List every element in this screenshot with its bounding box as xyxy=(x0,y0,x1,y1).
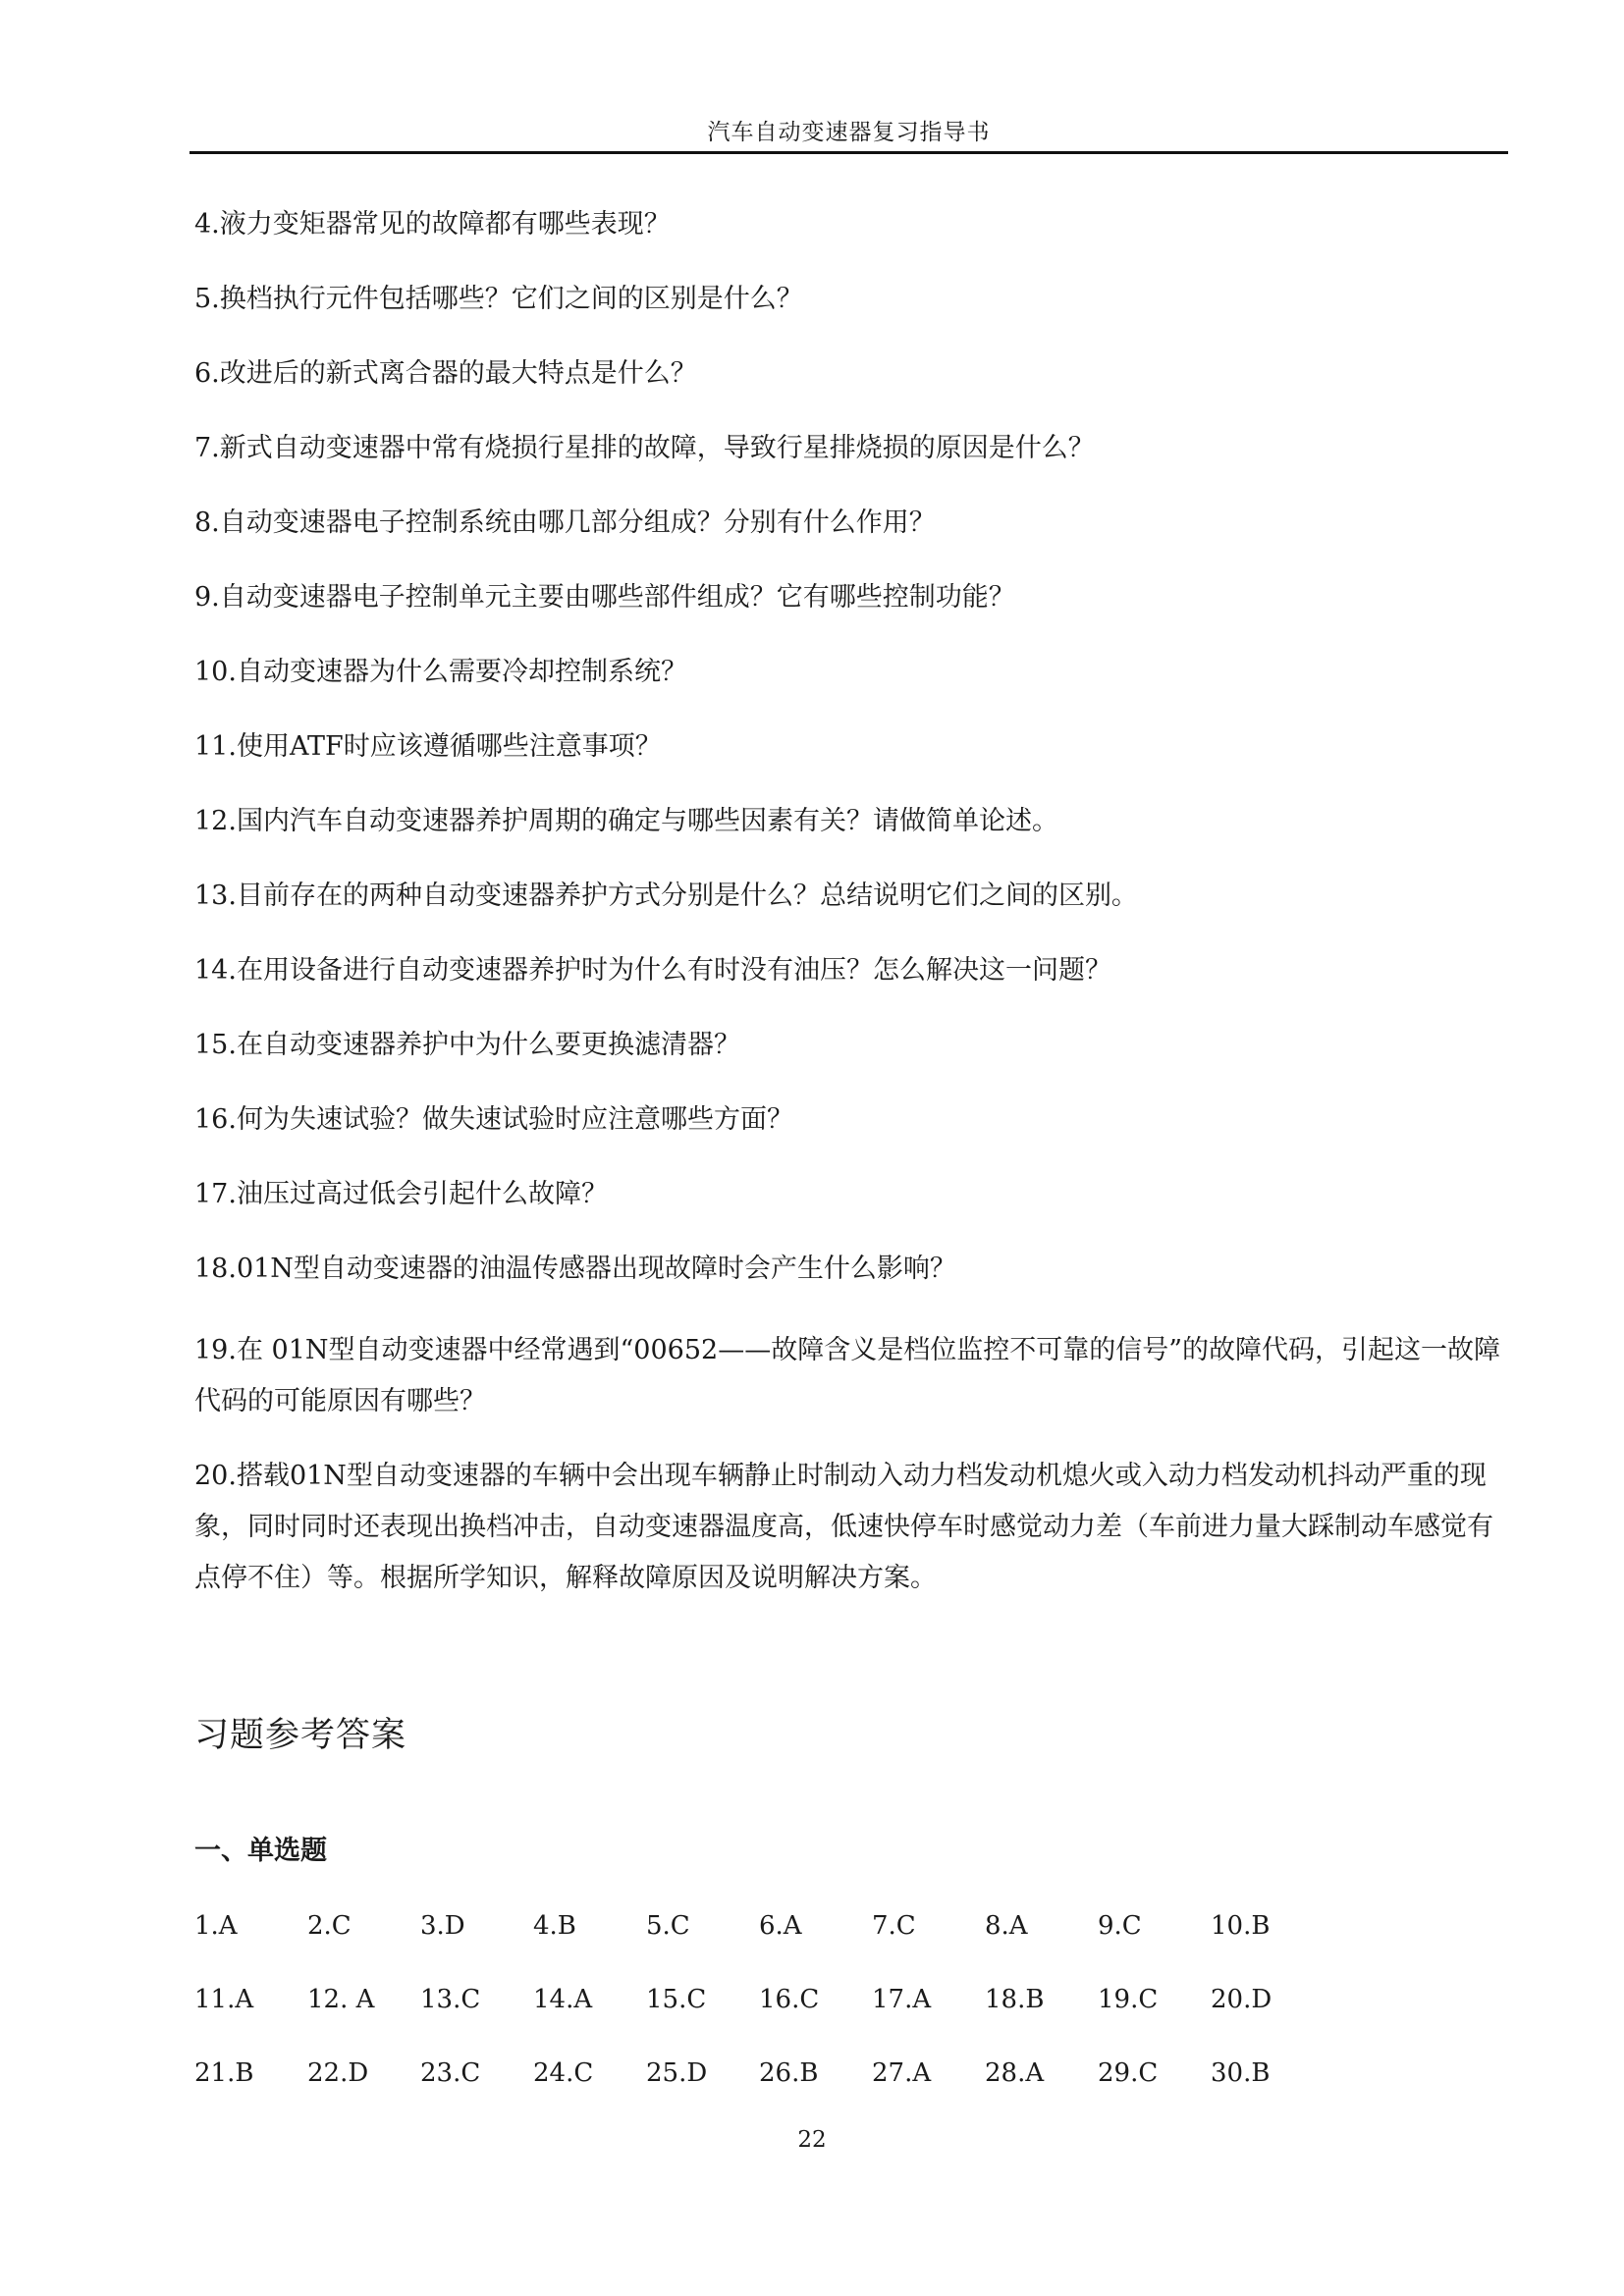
question-list xyxy=(194,206,1508,1628)
question-item: 8.自动变速器电子控制系统由哪几部分组成？分别有什么作用？ xyxy=(194,507,936,538)
question-item: 17.油压过高过低会引起什么故障？ xyxy=(194,1179,608,1209)
question-item: 6.改进后的新式离合器的最大特点是什么？ xyxy=(194,358,697,389)
answer-cell: 21.B xyxy=(194,2058,254,2088)
answer-cell: 12. A xyxy=(307,1985,375,2014)
answer-cell: 25.D xyxy=(646,2058,708,2088)
page-header-title: 汽车自动变速器复习指导书 xyxy=(707,120,991,145)
question-item: 15.在自动变速器养护中为什么要更换滤清器？ xyxy=(194,1030,740,1060)
answer-row xyxy=(194,1906,1373,1946)
answer-cell: 30.B xyxy=(1211,2058,1271,2088)
answer-cell: 2.C xyxy=(307,1911,352,1941)
question-item: 19.在 01N型自动变速器中经常遇到“00652——故障含义是档位监控不可靠的信号”的故障代码，引起这一故障代码的可能原因有哪些？ xyxy=(194,1335,1500,1416)
answer-cell: 10.B xyxy=(1211,1911,1271,1941)
answer-cell: 19.C xyxy=(1098,1985,1159,2014)
answer-cell: 26.B xyxy=(759,2058,819,2088)
question-item: 12.国内汽车自动变速器养护周期的确定与哪些因素有关？请做简单论述。 xyxy=(194,806,1058,836)
question-item: 7.新式自动变速器中常有烧损行星排的故障，导致行星排烧损的原因是什么？ xyxy=(194,433,1095,463)
answer-row xyxy=(194,1980,1373,2019)
answer-cell: 17.A xyxy=(872,1985,932,2014)
answer-cell: 8.A xyxy=(985,1911,1028,1941)
question-item: 11.使用ATF时应该遵循哪些注意事项？ xyxy=(194,731,662,762)
answer-cell: 9.C xyxy=(1098,1911,1142,1941)
answer-cell: 3.D xyxy=(420,1911,465,1941)
question-item: 13.目前存在的两种自动变速器养护方式分别是什么？总结说明它们之间的区别。 xyxy=(194,881,1138,911)
answer-cell: 16.C xyxy=(759,1985,820,2014)
answer-cell: 20.D xyxy=(1211,1985,1272,2014)
question-item: 5.换档执行元件包括哪些？它们之间的区别是什么？ xyxy=(194,284,803,314)
answer-cell: 18.B xyxy=(985,1985,1045,2014)
answer-cell: 7.C xyxy=(872,1911,916,1941)
question-item: 16.何为失速试验？做失速试验时应注意哪些方面？ xyxy=(194,1104,793,1135)
answer-cell: 24.C xyxy=(533,2058,594,2088)
page-number: 22 xyxy=(797,2127,827,2153)
answer-cell: 5.C xyxy=(646,1911,690,1941)
answer-cell: 22.D xyxy=(307,2058,369,2088)
answers-section-title: 习题参考答案 xyxy=(194,1716,407,1755)
answer-cell: 13.C xyxy=(420,1985,481,2014)
answer-row xyxy=(194,2054,1373,2093)
answer-cell: 23.C xyxy=(420,2058,481,2088)
answer-cell: 29.C xyxy=(1098,2058,1159,2088)
answer-cell: 6.A xyxy=(759,1911,802,1941)
answer-cell: 14.A xyxy=(533,1985,593,2014)
answer-cell: 11.A xyxy=(194,1985,254,2014)
question-item: 20.搭载01N型自动变速器的车辆中会出现车辆静止时制动入动力档发动机熄火或入动力档发动机抖动严重的现象，同时同时还表现出换档冲击，自动变速器温度高，低速快停车时感觉动力差（车前进力量大踩制动车感觉有点停不住）等。根据所学知识，解释故障原因及说明解决方案。 xyxy=(194,1461,1493,1593)
question-item: 10.自动变速器为什么需要冷却控制系统？ xyxy=(194,657,687,687)
answer-grid xyxy=(194,1906,1373,2127)
question-item: 4.液力变矩器常见的故障都有哪些表现？ xyxy=(194,209,671,240)
answer-cell: 28.A xyxy=(985,2058,1045,2088)
single-choice-subtitle: 一、单选题 xyxy=(194,1836,327,1866)
question-item: 14.在用设备进行自动变速器养护时为什么有时没有油压？怎么解决这一问题？ xyxy=(194,955,1111,986)
answer-cell: 15.C xyxy=(646,1985,707,2014)
question-item: 9.自动变速器电子控制单元主要由哪些部件组成？它有哪些控制功能？ xyxy=(194,582,1015,613)
question-item: 18.01N型自动变速器的油温传感器出现故障时会产生什么影响？ xyxy=(194,1254,956,1284)
header-rule xyxy=(189,151,1508,154)
answer-cell: 1.A xyxy=(194,1911,238,1941)
answer-cell: 27.A xyxy=(872,2058,932,2088)
answer-cell: 4.B xyxy=(533,1911,576,1941)
